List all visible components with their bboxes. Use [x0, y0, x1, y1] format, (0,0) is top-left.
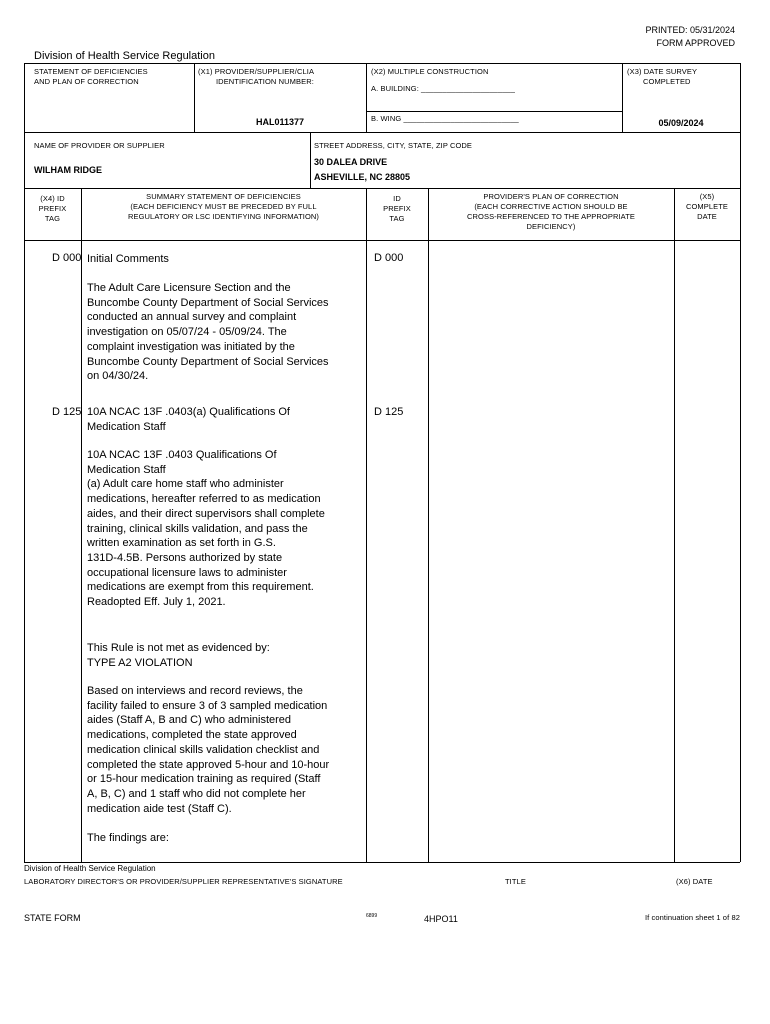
date-label: (X6) DATE: [676, 877, 713, 886]
frame-bottom-line: [24, 862, 740, 863]
x5-header: [674, 192, 740, 222]
x3-label-1: (X3) DATE SURVEY: [627, 67, 698, 76]
d125-finding: Based on interviews and record reviews, the facility failed to ensure 3 of 3 sampled medication aides (Staff A, B and C) who administered medications, completed the state approved medication clinical skills validation checklist and completed the state approved 5-hour and 10-hour or 15-hour medication training as required (Staff A, B, C) and 1 staff who did not complete her medication aide test (Staff C).: [87, 685, 330, 815]
x2-wing: B. WING ___________________________: [371, 114, 519, 123]
continuation-sheet: If continuation sheet 1 of 82: [644, 913, 740, 922]
footer-agency: Division of Health Service Regulation: [24, 864, 156, 873]
plan-header-line-1: PROVIDER'S PLAN OF CORRECTION: [483, 192, 619, 201]
frame-right-line: [740, 63, 741, 862]
col-divider-2: [366, 188, 367, 862]
x5-header-line-3: DATE: [697, 212, 717, 221]
x1-label-1: (X1) PROVIDER/SUPPLIER/CLIA: [198, 67, 315, 76]
plan-header-line-4: DEFICIENCY): [526, 222, 576, 231]
d000-title: Initial Comments: [87, 253, 169, 265]
signature-label: LABORATORY DIRECTOR'S OR PROVIDER/SUPPLIER REPRESENTATIVE'S SIGNATURE: [24, 877, 343, 886]
d125-not-met: This Rule is not met as evidenced by: TYPE A2 VIOLATION: [87, 642, 270, 669]
divider-column-header: [24, 240, 740, 241]
col-divider-4: [674, 188, 675, 862]
address-label: STREET ADDRESS, CITY, STATE, ZIP CODE: [314, 141, 473, 150]
divider-x2: [366, 63, 367, 132]
plan-header: [428, 192, 674, 232]
d125-prefix-tag: D 125: [52, 406, 82, 418]
printed-date: PRINTED: 05/31/2024: [645, 25, 735, 35]
title-label: TITLE: [505, 877, 526, 886]
statement-label-2: AND PLAN OF CORRECTION: [34, 77, 139, 86]
provider-name-label: NAME OF PROVIDER OR SUPPLIER: [34, 141, 165, 150]
divider-top-box: [24, 132, 740, 133]
d000-id-tag: D 000: [374, 252, 404, 264]
summary-header: [81, 192, 366, 222]
x4-header: [24, 194, 81, 224]
d000-body: The Adult Care Licensure Section and the Buncombe County Department of Social Services conducted an annual survey and complaint investigation on 05/07/24 - 05/09/24. The complaint investigation was initiated by the Buncombe County Department of Social Services on 04/30/24.: [87, 282, 329, 383]
provider-name: WILHAM RIDGE: [34, 165, 102, 175]
form-code: 6899: [366, 913, 378, 919]
summary-header-line-3: REGULATORY OR LSC IDENTIFYING INFORMATION): [127, 212, 320, 221]
x4-header-line-2: PREFIX: [38, 204, 67, 213]
x4-header-line-1: (X4) ID: [40, 194, 65, 203]
summary-header-line-1: SUMMARY STATEMENT OF DEFICIENCIES: [146, 192, 301, 201]
street-address: 30 DALEA DRIVE: [314, 157, 388, 167]
id-header-line-2: PREFIX: [383, 204, 411, 213]
d125-findings-are: The findings are:: [87, 832, 169, 844]
d125-rule-text: 10A NCAC 13F .0403 Qualifications Of Medication Staff (a) Adult care home staff who administer medications, hereafter referred to as medication aides, and their direct supervisors shall complete training, clinical skills validation, and pass the written examination as set forth in G.S. 131D-4.5B. Persons authorized by state occupational licensure laws to administer medications are exempt from this requirement. Readopted Eff. July 1, 2021.: [87, 449, 325, 609]
d125-title: 10A NCAC 13F .0403(a) Qualifications Of Medication Staff: [87, 406, 290, 433]
summary-header-line-2: (EACH DEFICIENCY MUST BE PRECEDED BY FULL: [130, 202, 317, 211]
agency-name: Division of Health Service Regulation: [34, 50, 215, 62]
x3-label-2: COMPLETED: [643, 77, 691, 86]
document-id: 4HPO11: [424, 914, 458, 924]
x5-header-line-2: COMPLETE: [685, 202, 729, 211]
plan-header-line-2: (EACH CORRECTIVE ACTION SHOULD BE: [474, 202, 628, 211]
d125-id-tag: D 125: [374, 406, 404, 418]
x2-building: A. BUILDING: ______________________: [371, 84, 516, 93]
divider-building-wing: [366, 111, 622, 112]
city-state-zip: ASHEVILLE, NC 28805: [314, 172, 411, 182]
x1-label-2: IDENTIFICATION NUMBER:: [216, 77, 314, 86]
col-divider-3: [428, 188, 429, 862]
frame-left-line: [24, 63, 25, 862]
id-header-line-3: TAG: [389, 214, 405, 223]
id-header: [366, 194, 428, 224]
survey-completed-date: 05/09/2024: [658, 118, 704, 128]
divider-address-row: [24, 188, 740, 189]
x5-header-line-1: (X5): [699, 192, 715, 201]
x4-header-line-3: TAG: [44, 214, 61, 223]
provider-id-number: HAL011377: [255, 117, 305, 127]
frame-top-line: [24, 63, 740, 64]
divider-name-address: [310, 132, 311, 188]
form-approved: FORM APPROVED: [656, 38, 735, 48]
plan-header-line-3: CROSS-REFERENCED TO THE APPROPRIATE: [467, 212, 635, 221]
d000-prefix-tag: D 000: [52, 252, 82, 264]
state-form-label: STATE FORM: [24, 913, 81, 923]
id-header-line-1: ID: [393, 194, 401, 203]
x2-label: (X2) MULTIPLE CONSTRUCTION: [371, 67, 489, 76]
statement-label-1: STATEMENT OF DEFICIENCIES: [34, 67, 148, 76]
col-divider-1: [81, 188, 82, 862]
